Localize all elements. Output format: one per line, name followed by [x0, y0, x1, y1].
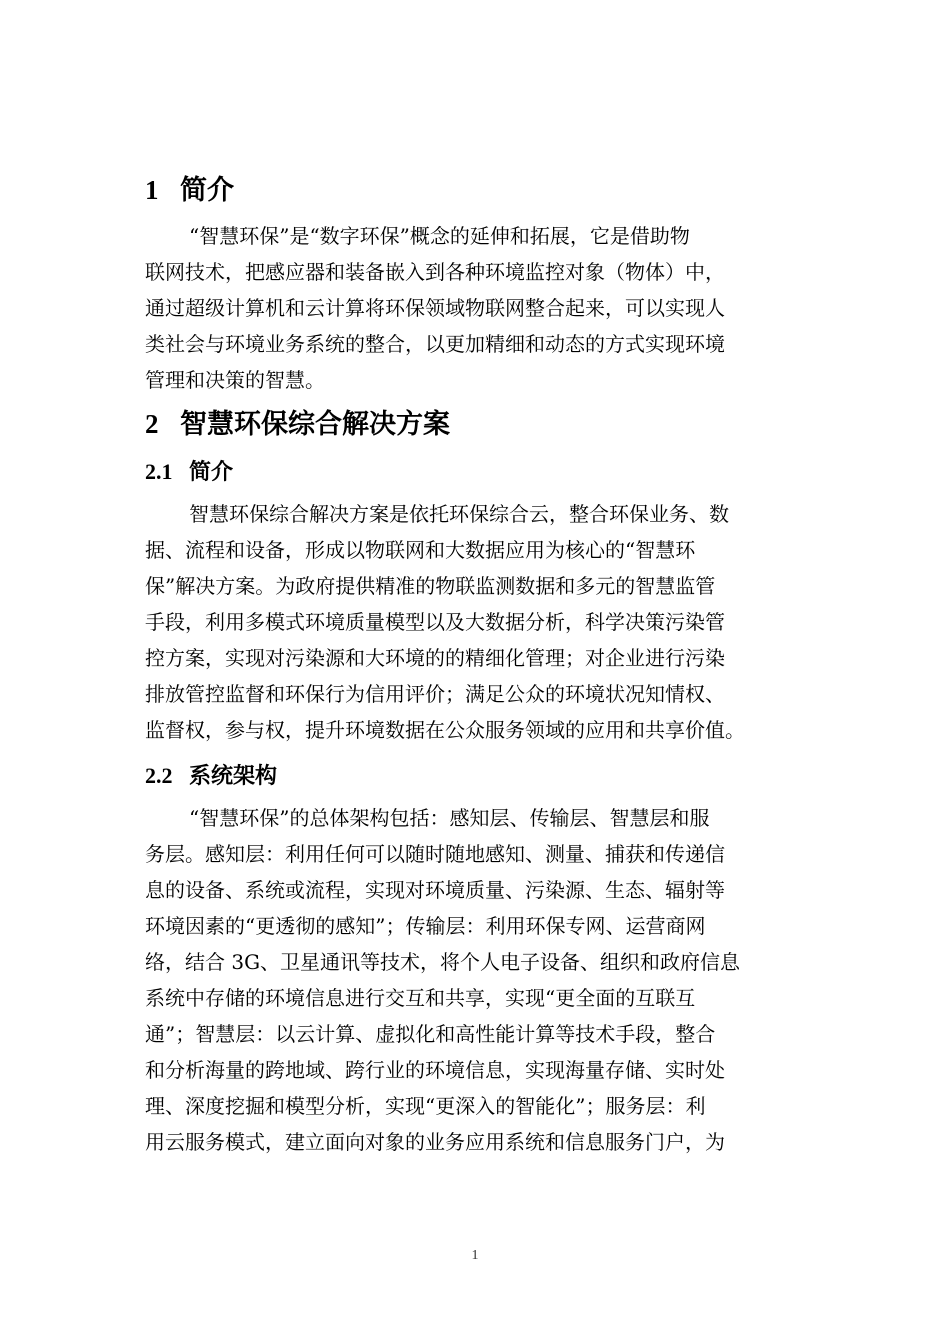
- section-heading-1: [145, 170, 810, 210]
- paragraph-line: 智慧环保综合解决方案是依托环保综合云，整合环保业务、数: [189, 502, 729, 526]
- paragraph-line: 和分析海量的跨地域、跨行业的环境信息，实现海量存储、实时处: [145, 1058, 725, 1082]
- paragraph-line: 保”解决方案。为政府提供精准的物联监测数据和多元的智慧监管: [145, 574, 716, 598]
- paragraph-line: 络，结合 3G、卫星通讯等技术，将个人电子设备、组织和政府信息: [145, 950, 741, 974]
- paragraph-line: 手段，利用多模式环境质量模型以及大数据分析，科学决策污染管: [145, 610, 725, 634]
- section-number: 2: [145, 409, 159, 439]
- subsection-title: 简介: [189, 460, 234, 485]
- subsection-heading-2-2: [145, 758, 810, 794]
- paragraph-line: 管理和决策的智慧。: [145, 368, 325, 392]
- section-title: 简介: [180, 175, 234, 206]
- paragraph-line: 息的设备、系统或流程，实现对环境质量、污染源、生态、辐射等: [145, 878, 725, 902]
- subsection-number: 2.1: [145, 459, 173, 484]
- paragraph-line: 控方案，实现对污染源和大环境的的精细化管理；对企业进行污染: [145, 646, 725, 670]
- section-number: 1: [145, 175, 159, 205]
- subsection-heading-2-1: [145, 454, 810, 490]
- paragraph-line: 联网技术，把感应器和装备嵌入到各种环境监控对象（物体）中，: [145, 260, 725, 284]
- paragraph-line: “智慧环保”的总体架构包括：感知层、传输层、智慧层和服: [189, 806, 710, 830]
- page-number: 1: [471, 1248, 479, 1263]
- paragraph-line: 类社会与环境业务系统的整合，以更加精细和动态的方式实现环境: [145, 332, 725, 356]
- paragraph-line: 环境因素的“更透彻的感知”；传输层：利用环保专网、运营商网: [145, 914, 706, 938]
- paragraph-line: 务层。感知层：利用任何可以随时随地感知、测量、捕获和传递信: [145, 842, 725, 866]
- document-body: [145, 170, 810, 1160]
- paragraph-line: 排放管控监督和环保行为信用评价；满足公众的环境状况知情权、: [145, 682, 725, 706]
- paragraph-line: 通过超级计算机和云计算将环保领域物联网整合起来，可以实现人: [145, 296, 725, 320]
- paragraph-line: “智慧环保”是“数字环保”概念的延伸和拓展，它是借助物: [189, 224, 690, 248]
- paragraph-line: 系统中存储的环境信息进行交互和共享，实现“更全面的互联互: [145, 986, 696, 1010]
- paragraph-architecture: [145, 800, 810, 1160]
- section-title: 智慧环保综合解决方案: [180, 409, 450, 440]
- paragraph-line: 理、深度挖掘和模型分析，实现“更深入的智能化”；服务层：利: [145, 1094, 706, 1118]
- paragraph-line: 用云服务模式，建立面向对象的业务应用系统和信息服务门户，为: [145, 1130, 725, 1154]
- paragraph-solution-intro: [145, 496, 810, 748]
- subsection-number: 2.2: [145, 763, 173, 788]
- paragraph-line: 通”；智慧层：以云计算、虚拟化和高性能计算等技术手段，整合: [145, 1022, 716, 1046]
- paragraph-line: 监督权，参与权，提升环境数据在公众服务领域的应用和共享价值。: [145, 718, 745, 742]
- section-heading-2: [145, 404, 810, 444]
- paragraph-introduction: [145, 218, 810, 398]
- paragraph-line: 据、流程和设备，形成以物联网和大数据应用为核心的“智慧环: [145, 538, 696, 562]
- subsection-title: 系统架构: [189, 764, 278, 789]
